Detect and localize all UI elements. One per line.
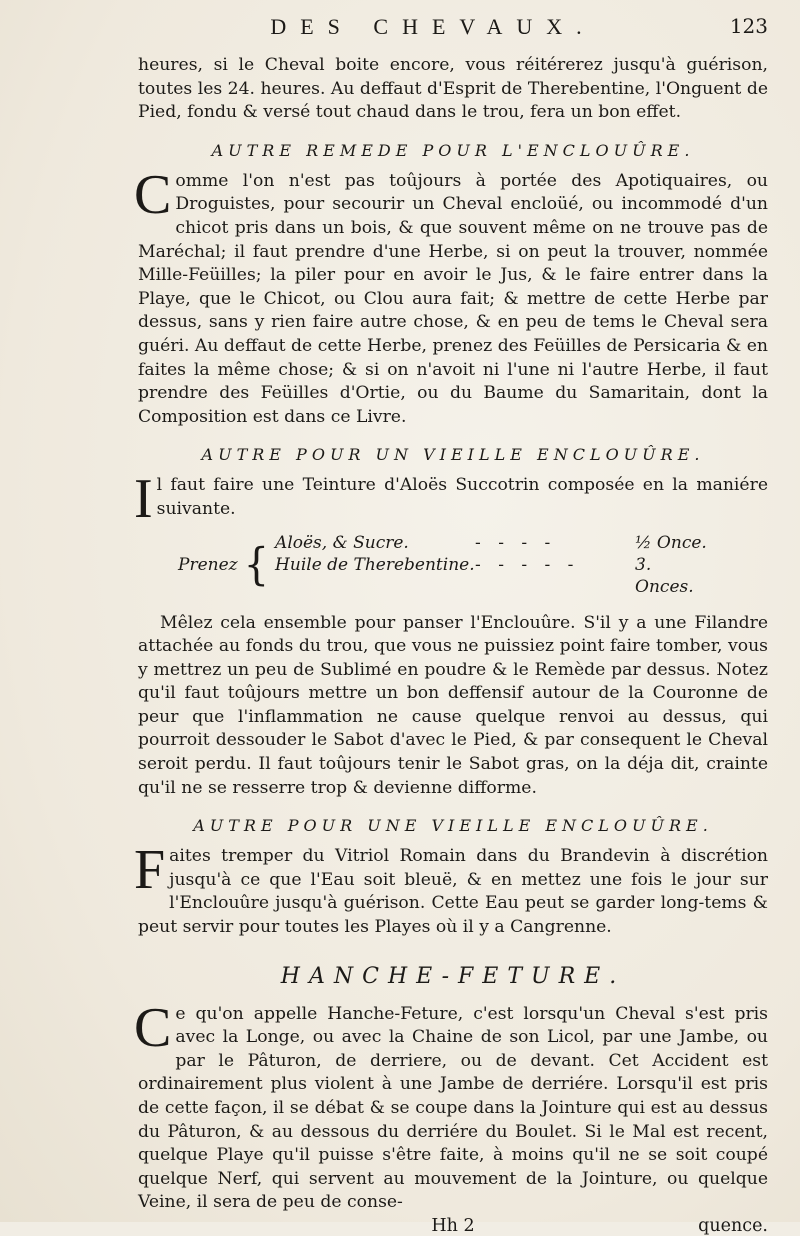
- paragraph-remede: Comme l'on n'est pas toûjours à portée des Apotiquaires, ou Droguistes, pour secourir un Cheval encloüé, ou incommodé d'un chicot pris dans un bois, & que souvent même on ne trouve pas de Maréchal; il faut prendre d'une Herbe, si on peut la trouver, nommée Mille-Feüilles; la piler pour en avoir le Jus, & le faire entrer dans la Playe, que le Chicot, ou Clou aura fait; & mettre de cette Herbe par dessus, sans y rien faire autre chose, & en peu de tems le Cheval sera guéri. Au deffaut de cette Herbe, prenez des Feüilles de Persicaria & en faites la même chose; & si on n'avoit ni l'une ni l'autre Herbe, il faut prendre des Feüilles d'Ortie, ou du Baume du Samaritain, dont la Composition est dans ce Livre.: [134, 163, 768, 427]
- recipe-dots: - - - - -: [475, 554, 580, 575]
- paragraph-melez: Mêlez cela ensemble pour panser l'Enclouûre. S'il y a une Filandre attachée au fonds du trou, que vous ne puissiez point faire tomber, vous y mettrez un peu de Sublimé en poudre & le Remède par dessus. Notez qu'il faut toûjours mettre un bon deffensif autour de la Couronne de peur que l'inflammation ne cause quelque renvoi au dessus, qui pourroit dessouder le Sabot d'avec le Pied, & par consequent le Cheval seroit perdu. Il faut toûjours tenir le Sabot gras, on la déja dit, crainte qu'il ne se resserre trop & devienne difforme.: [138, 612, 768, 798]
- catchword: quence.: [698, 1216, 768, 1236]
- paragraph-hanche-feture: Ce qu'on appelle Hanche-Feture, c'est lorsqu'un Cheval s'est pris avec la Longe, ou avec la Chaine de son Licol, par une Jambe, ou par le Pâturon, de derriere, ou de devant. Cet Accident est ordinairement plus violent à une Jambe de derriére. Lorsqu'il est pris de cette façon, il se débat & se coupe dans la Jointure qui est au dessus du Pâturon, & au dessous du derriére du Boulet. Si le Mal est recent, quelque Playe qu'il puisse s'être faite, à moins qu'il ne se soit coupé quelque Nerf, qui servent au mouvement de la Jointure, ou quelque Veine, il sera de peu de conse-: [134, 996, 768, 1213]
- section-heading: AUTRE REMEDE POUR L'ENCLOUÛRE.: [211, 140, 695, 160]
- recipe-ingredient: Aloës, & Sucre.: [275, 532, 409, 553]
- paragraph-continuation: heures, si le Cheval boite encore, vous réitérerez jusqu'à guérison, toutes les 24. heures. Au deffaut d'Esprit de Therebentine, l'Onguent de Pied, fondu & versé tout chaud dans le trou, fera un bon effet.: [138, 55, 768, 123]
- recipe-quantity: 3. Onces.: [635, 554, 694, 597]
- section-heading: HANCHE-FETURE.: [280, 963, 626, 989]
- recipe-block: [178, 532, 768, 598]
- recipe-ingredient: Huile de Therebentine.: [275, 554, 475, 575]
- signature-mark: Hh 2: [431, 1216, 475, 1236]
- paragraph-teinture: Il faut faire une Teinture d'Aloës Succotrin composée en la maniére suivante.: [134, 468, 768, 531]
- recipe-row: [275, 532, 715, 554]
- section-heading: AUTRE POUR UNE VIEILLE ENCLOUÛRE.: [193, 816, 713, 836]
- recipe-quantity: ½ Once.: [635, 532, 707, 553]
- paragraph-vitriol: Faites tremper du Vitriol Romain dans du Brandevin à discrétion jusqu'à ce que l'Eau soit bleuë, & en mettez une fois le jour sur l'Enclouûre jusqu'à guérison. Cette Eau peut se garder long-tems & peut servir pour toutes les Playes où il y a Cangrenne.: [134, 839, 768, 938]
- recipe-dots: - - - -: [475, 532, 557, 553]
- page-number: 123: [729, 14, 768, 38]
- page-header: [138, 14, 768, 42]
- recipe-verb: Prenez: [178, 554, 238, 575]
- recipe-row: [275, 554, 715, 598]
- running-title: DES CHEVAUX.: [270, 14, 596, 39]
- brace-icon: {: [243, 539, 270, 590]
- section-heading: AUTRE POUR UN VIEILLE ENCLOUÛRE.: [201, 445, 705, 465]
